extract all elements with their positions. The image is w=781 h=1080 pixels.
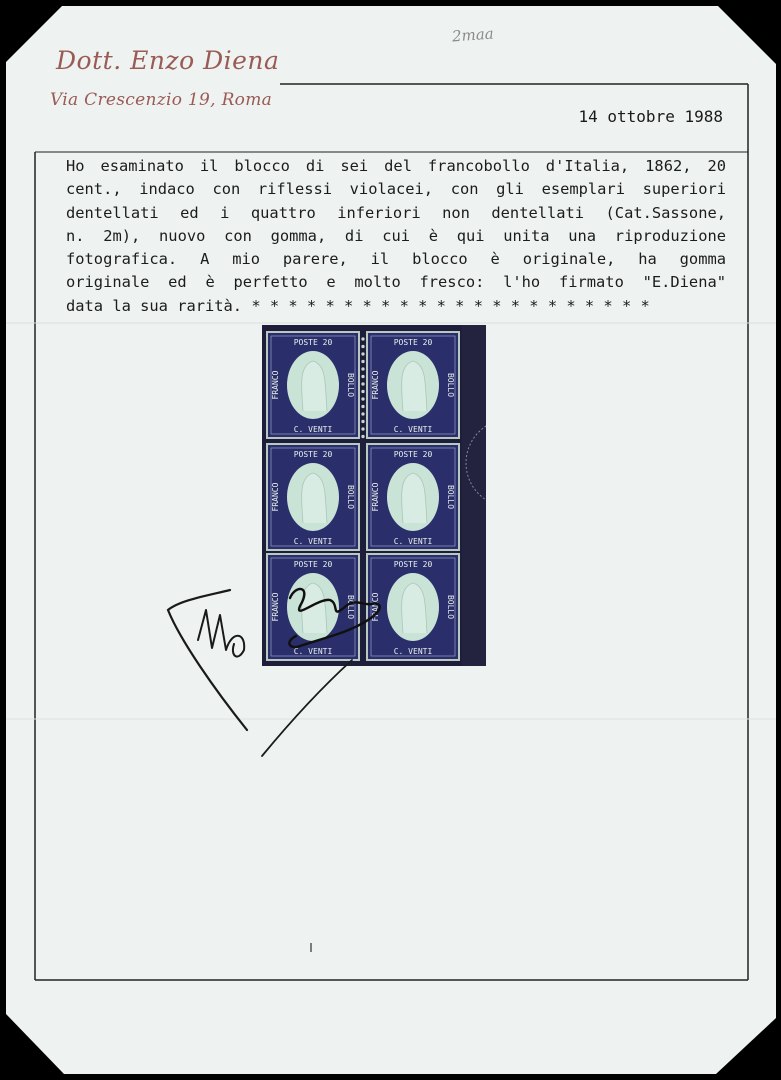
perforation-hole — [361, 337, 364, 340]
stamp-bottom-text: C. VENTI — [293, 537, 333, 546]
pencil-note: 2maa — [451, 24, 495, 46]
photo-margin — [462, 325, 486, 666]
perforation-hole — [361, 397, 364, 400]
letterhead-address: Via Crescenzio 19, Roma — [50, 90, 273, 110]
stamp-top-text: POSTE 20 — [393, 560, 433, 569]
perforation-hole — [361, 405, 364, 408]
stamp-bottom-text: C. VENTI — [293, 647, 333, 656]
letterhead-name: Dott. Enzo Diena — [56, 46, 280, 75]
stamp-top-text: POSTE 20 — [293, 560, 333, 569]
stamp-block-photo — [262, 325, 486, 666]
stamp-left-text: FRANCO — [271, 370, 280, 400]
stamp-bottom-text: C. VENTI — [393, 647, 433, 656]
stamp-top-text: POSTE 20 — [393, 450, 433, 459]
stamp — [366, 553, 460, 661]
stamp — [361, 331, 460, 439]
stamp-left-text: FRANCO — [371, 370, 380, 400]
stamp-top-text: POSTE 20 — [293, 338, 333, 347]
perforation-hole — [361, 382, 364, 385]
certificate-date: 14 ottobre 1988 — [578, 107, 723, 126]
certificate-body — [66, 155, 726, 318]
stamp-left-text: FRANCO — [271, 482, 280, 512]
perforation-hole — [361, 367, 364, 370]
stamp-left-text: FRANCO — [271, 592, 280, 622]
stamp-left-text: FRANCO — [371, 482, 380, 512]
stamp-left-text: FRANCO — [371, 592, 380, 622]
stamp-bottom-text: C. VENTI — [393, 425, 433, 434]
perforation-hole — [361, 360, 364, 363]
body-line: data la sua rarità. * * * * * * * * * * * * * * * * * * * * * * — [66, 296, 650, 315]
perforation-hole — [361, 427, 364, 430]
body-line: fotografica. A mio parere, il blocco è originale, ha gomma — [66, 250, 726, 269]
stamp-right-text: BOLLO — [446, 594, 455, 620]
stamp-right-text: BOLLO — [346, 372, 355, 398]
stamp-top-text: POSTE 20 — [393, 338, 433, 347]
stamp — [266, 553, 360, 661]
perforation-hole — [361, 345, 364, 348]
perforation-hole — [361, 435, 364, 438]
stamp — [266, 331, 365, 439]
stamp-right-text: BOLLO — [346, 594, 355, 620]
stamp-bottom-text: C. VENTI — [293, 425, 333, 434]
stamp-right-text: BOLLO — [346, 484, 355, 510]
body-line: originale ed è perfetto e molto fresco: l'ho firmato "E.Diena" — [66, 273, 726, 292]
perforation-hole — [361, 352, 364, 355]
perforation-hole — [361, 390, 364, 393]
perforation-hole — [361, 375, 364, 378]
stamp-bottom-text: C. VENTI — [393, 537, 433, 546]
stamp — [266, 443, 360, 551]
body-line: cent., indaco con riflessi violacei, con gli esemplari superiori — [66, 180, 726, 199]
stamp-right-text: BOLLO — [446, 372, 455, 398]
body-line: n. 2m), nuovo con gomma, di cui è qui unita una riproduzione — [66, 226, 726, 245]
body-line: Ho esaminato il blocco di sei del francobollo d'Italia, 1862, 20 — [66, 157, 726, 175]
perforation-hole — [361, 412, 364, 415]
stamp — [366, 443, 460, 551]
body-line: dentellati ed i quattro inferiori non dentellati (Cat.Sassone, — [66, 203, 726, 222]
stamp-right-text: BOLLO — [446, 484, 455, 510]
stamp-top-text: POSTE 20 — [293, 450, 333, 459]
perforation-hole — [361, 420, 364, 423]
